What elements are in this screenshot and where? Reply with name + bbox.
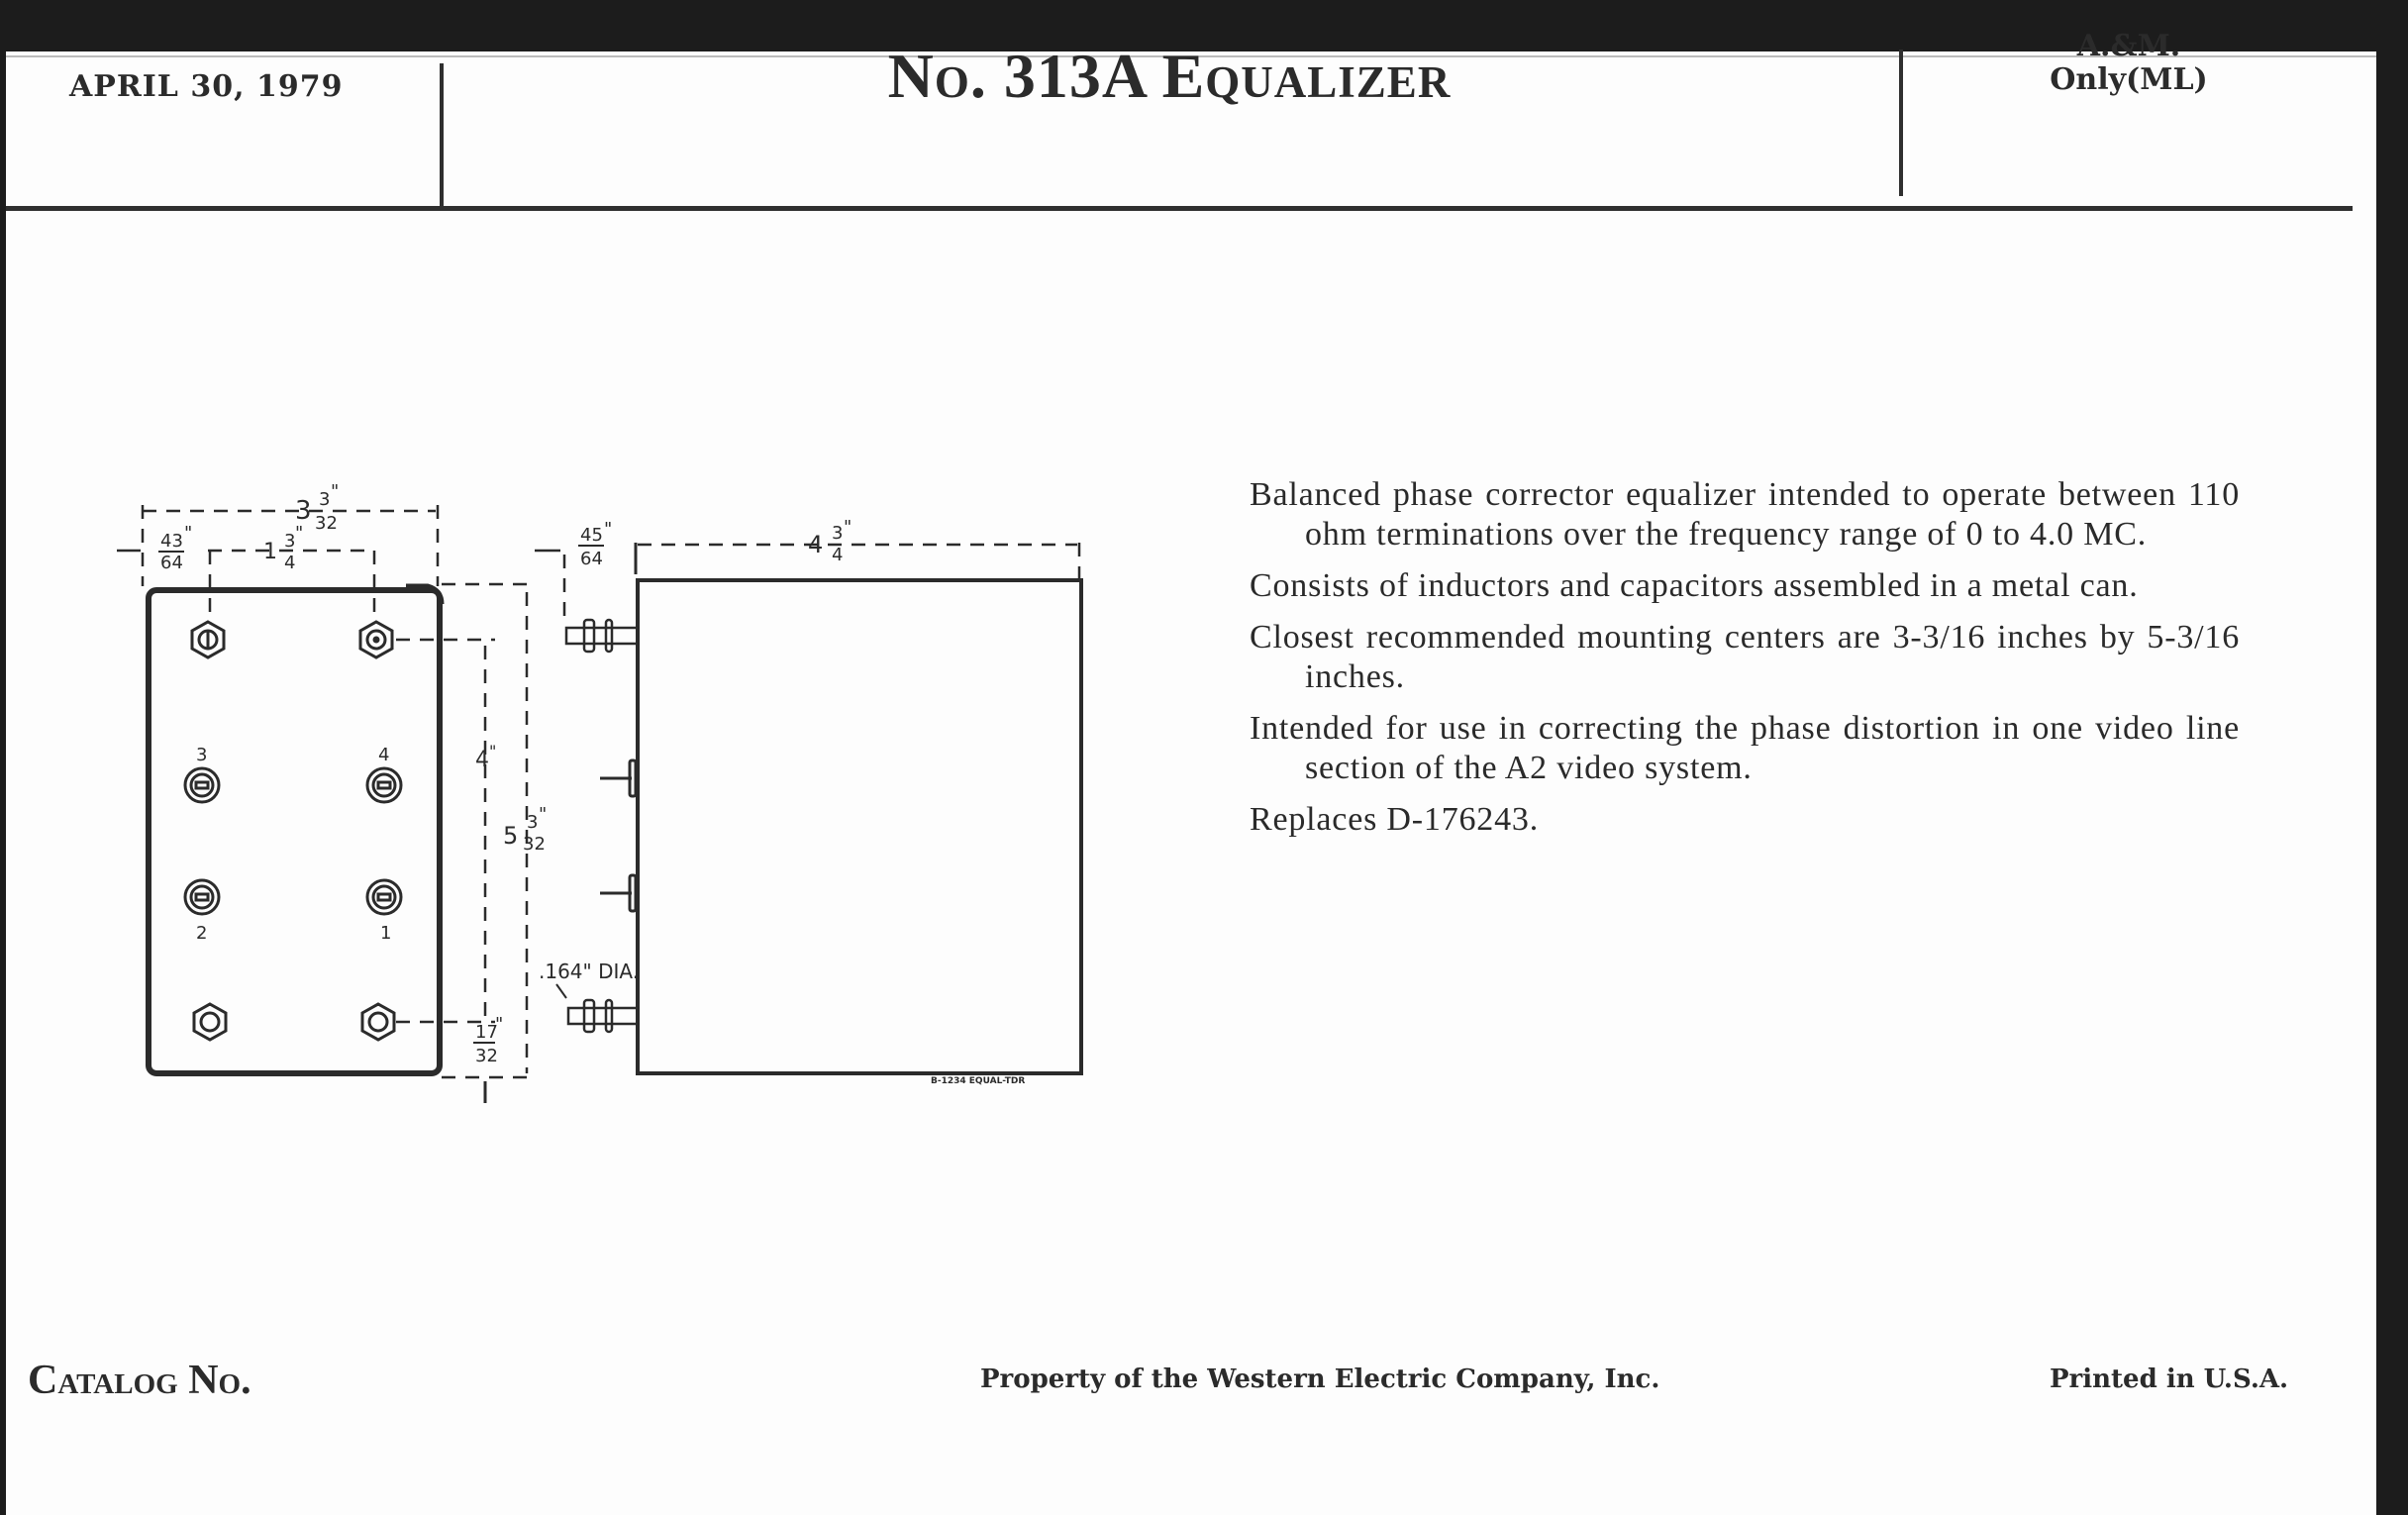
dia-leader xyxy=(556,984,566,998)
description-paragraph: Intended for use in correcting the phase distortion in one video line section of the A2 video system. xyxy=(1250,710,2240,786)
catalog-number-label: Catalog No. xyxy=(28,1358,251,1403)
terminal-4 xyxy=(367,768,401,802)
svg-text:": " xyxy=(539,804,548,825)
svg-text:17: 17 xyxy=(475,1022,498,1043)
svg-text:": " xyxy=(295,523,304,544)
dim-can-depth xyxy=(808,517,852,565)
side-view-can xyxy=(638,580,1081,1073)
restriction-line-1: A.&M. xyxy=(2076,29,2181,63)
description xyxy=(1250,475,2240,852)
mounting-stud-top-left xyxy=(192,622,224,657)
svg-text:64: 64 xyxy=(580,549,603,569)
svg-text:32: 32 xyxy=(315,513,338,534)
svg-text:4: 4 xyxy=(284,553,296,573)
svg-text:": " xyxy=(331,481,340,502)
description-paragraph: Replaces D-176243. xyxy=(1250,801,1539,838)
side-terminal-lower xyxy=(600,875,636,911)
drawing-number: B-1234 EQUAL-TDR xyxy=(931,1076,1026,1086)
restriction-line-2: Only(ML) xyxy=(2050,62,2208,97)
svg-text:": " xyxy=(844,517,853,538)
dim-stud-diameter: .164" DIA. xyxy=(539,960,640,983)
svg-text:": " xyxy=(495,1014,504,1035)
terminal-label-1: 1 xyxy=(380,923,392,944)
page-title: No. 313A Equalizer xyxy=(887,41,1452,111)
dim-overall-height xyxy=(503,804,547,855)
terminal-labels xyxy=(196,745,391,944)
description-paragraph: Closest recommended mounting centers are 3-3/16 inches by 5-3/16 inches. xyxy=(1250,619,2240,695)
svg-text:": " xyxy=(489,742,497,760)
svg-text:64: 64 xyxy=(160,553,183,573)
svg-text:3: 3 xyxy=(319,489,331,510)
description-paragraph: Consists of inductors and capacitors assembled in a metal can. xyxy=(1250,567,2139,604)
front-view-can xyxy=(149,590,440,1073)
svg-text:1: 1 xyxy=(263,540,277,564)
svg-text:32: 32 xyxy=(523,834,546,855)
terminal-1 xyxy=(367,880,401,914)
svg-text:": " xyxy=(184,523,193,544)
issue-date: APRIL 30, 1979 xyxy=(69,69,344,104)
svg-text:43: 43 xyxy=(160,531,183,552)
svg-text:3: 3 xyxy=(284,531,296,552)
svg-text:32: 32 xyxy=(475,1046,498,1066)
svg-text:4: 4 xyxy=(475,748,489,772)
svg-text:3: 3 xyxy=(295,496,312,526)
svg-text:45: 45 xyxy=(580,525,603,546)
svg-text:": " xyxy=(604,519,613,540)
side-stud-bottom xyxy=(568,1000,638,1032)
svg-text:3: 3 xyxy=(832,523,844,544)
terminal-3 xyxy=(185,768,219,802)
description-paragraph: Balanced phase corrector equalizer intended to operate between 110 ohm terminations over the frequency range of 0 to 4.0 MC. xyxy=(1250,476,2240,553)
svg-text:4: 4 xyxy=(832,545,844,565)
dim-bottom-offset xyxy=(473,1014,503,1066)
terminal-2 xyxy=(185,880,219,914)
dim-stud-projection xyxy=(578,519,612,569)
side-stud-top xyxy=(566,620,638,652)
svg-text:3: 3 xyxy=(527,812,539,833)
terminal-label-2: 2 xyxy=(196,923,208,944)
mounting-stud-bottom-left xyxy=(194,1004,226,1040)
mounting-stud-bottom-right xyxy=(362,1004,394,1040)
side-terminal-upper xyxy=(600,760,636,796)
dim-terminal-spacing xyxy=(263,523,303,573)
property-notice: Property of the Western Electric Company, Inc. xyxy=(980,1364,1660,1394)
mounting-stud-top-right xyxy=(360,622,392,657)
dim-edge-to-terminal xyxy=(158,523,192,573)
svg-text:4: 4 xyxy=(808,531,824,558)
svg-text:5: 5 xyxy=(503,822,519,850)
terminal-label-4: 4 xyxy=(378,745,390,765)
printed-notice: Printed in U.S.A. xyxy=(2050,1364,2289,1394)
terminal-label-3: 3 xyxy=(196,745,208,765)
